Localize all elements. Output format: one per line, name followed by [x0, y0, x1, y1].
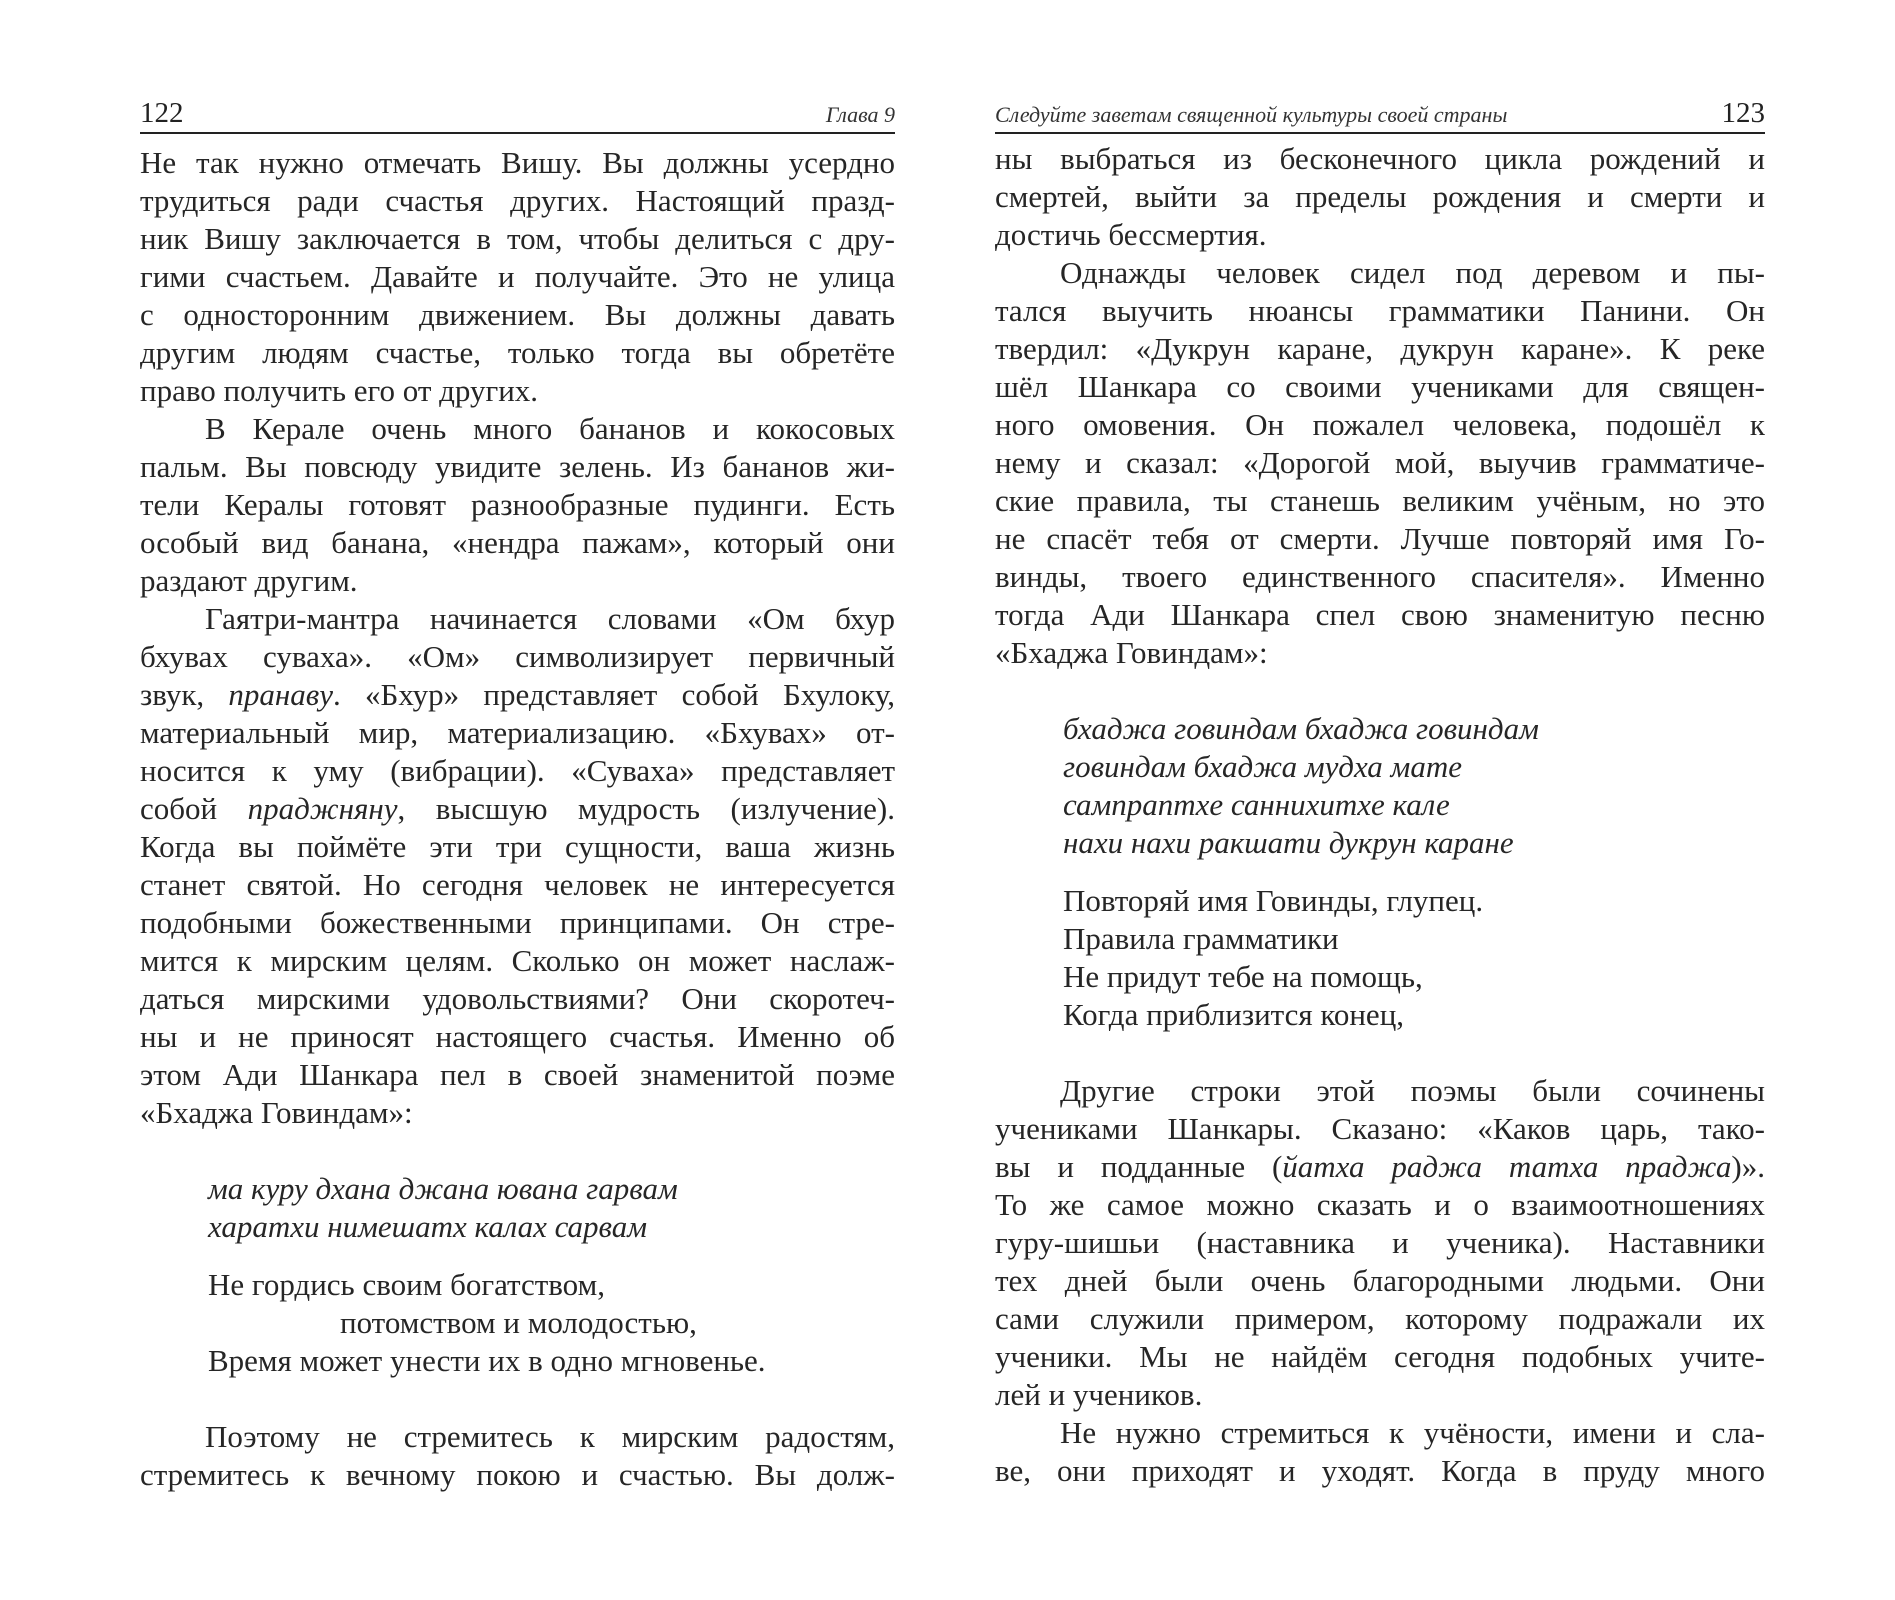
text-line: Однажды человек сидел под деревом и пы- [1060, 255, 1765, 290]
italic-term: йатха раджа татха праджа [1282, 1149, 1732, 1184]
text-line: не спасёт тебя от смерти. Лучше повторяй имя Го- [995, 521, 1765, 556]
text-line: особый вид банана, «нендра пажам», который они [140, 525, 895, 560]
text-line: нему и сказал: «Дорогой мой, выучив грамматиче- [995, 445, 1765, 480]
left-running-header: Глава 9 [825, 102, 895, 127]
text-line: даться мирскими удовольствиями? Они скоротеч- [140, 981, 895, 1016]
text-line: Не так нужно отмечать Вишу. Вы должны усердно [140, 145, 895, 180]
text-span: )». [1731, 1149, 1765, 1184]
spacer [140, 1380, 895, 1418]
verse-line: харатхи нимешатх калах сарвам [208, 1209, 648, 1244]
text-line: ного омовения. Он пожалел человека, подошёл к [995, 407, 1765, 442]
left-page-header [140, 96, 895, 134]
text-line: твердил: «Дукрун каране, дукрун каране». К реке [995, 331, 1765, 366]
right-page-number: 123 [1721, 97, 1765, 129]
text-line: Поэтому не стремитесь к мирским радостям, [205, 1419, 895, 1454]
text-span: вы и подданные ( [995, 1149, 1283, 1184]
text-line: тался выучить нюансы грамматики Панини. Он [995, 293, 1765, 328]
left-page-number: 122 [140, 97, 184, 129]
text-line: бхувах суваха». «Ом» символизирует первичный [140, 639, 895, 674]
text-line: ник Вишу заключается в том, чтобы делиться с дру- [140, 221, 895, 256]
italic-term: праджняну [247, 791, 398, 826]
text-line: сами служили примером, которому подражали их [995, 1301, 1765, 1336]
text-line: винды, твоего единственного спасителя». Именно [995, 559, 1765, 594]
verse-line: нахи нахи ракшати дукрун каране [1063, 825, 1514, 860]
text-line: Другие строки этой поэмы были сочинены [1060, 1073, 1765, 1108]
text-line: гими счастьем. Давайте и получайте. Это не улица [140, 259, 895, 294]
text-line: Когда вы поймёте эти три сущности, ваша жизнь [140, 829, 895, 864]
verse-line: бхаджа говиндам бхаджа говиндам [1063, 711, 1539, 746]
text-line: тех дней были очень благородными людьми. Они [995, 1263, 1765, 1298]
spacer [995, 1034, 1765, 1072]
text-line: раздают другим. [140, 563, 358, 598]
text-line: Не нужно стремиться к учёности, имени и сла- [1060, 1415, 1765, 1450]
left-page [140, 96, 895, 1494]
right-page [995, 96, 1765, 1490]
text-line: станет святой. Но сегодня человек не интересуется [140, 867, 895, 902]
text-line: учениками Шанкары. Сказано: «Каков царь, тако- [995, 1111, 1765, 1146]
right-running-header: Следуйте заветам священной культуры своей страны [995, 102, 1508, 127]
text-line: Гаятри-мантра начинается словами «Ом бхур [205, 601, 895, 636]
text-line: ученики. Мы не найдём сегодня подобных учите- [995, 1339, 1765, 1374]
text-line: материальный мир, материализацию. «Бхувах» от- [140, 715, 895, 750]
text-span: собой [140, 791, 248, 826]
italic-term: пранаву [228, 677, 334, 712]
text-line: ве, они приходят и уходят. Когда в пруду много [995, 1453, 1765, 1488]
text-line: шёл Шанкара со своими учениками для священ- [995, 369, 1765, 404]
text-line: лей и учеников. [995, 1377, 1203, 1412]
translation-line: Правила грамматики [1063, 921, 1339, 956]
translation-line: Не придут тебе на помощь, [1063, 959, 1423, 994]
right-page-header [995, 96, 1765, 134]
verse-line: ма куру дхана джана ювана гарвам [208, 1171, 678, 1206]
verse-line: говиндам бхаджа мудха мате [1063, 749, 1462, 784]
spacer [995, 862, 1765, 882]
text-line: гуру-шишьи (наставника и ученика). Наставники [995, 1225, 1765, 1260]
text-line: с односторонним движением. Вы должны давать [140, 297, 895, 332]
text-line: В Керале очень много бананов и кокосовых [205, 411, 895, 446]
spacer [140, 1132, 895, 1170]
text-line: этом Ади Шанкара пел в своей знаменитой поэме [140, 1057, 895, 1092]
text-span: . «Бхур» представляет собой Бхулоку, [333, 677, 895, 712]
verse-line: сампраптхе саннихитхе кале [1063, 787, 1450, 822]
text-line: носится к уму (вибрации). «Суваха» представляет [140, 753, 895, 788]
translation-line: Когда приблизится конец, [1063, 997, 1405, 1032]
text-span: , высшую мудрость (излучение). [397, 791, 896, 826]
text-line: пальм. Вы повсюду увидите зелень. Из бананов жи- [140, 449, 895, 484]
text-line: ские правила, ты станешь великим учёным, но это [995, 483, 1765, 518]
text-line: другим людям счастье, только тогда вы обретёте [140, 335, 895, 370]
text-line [140, 676, 895, 714]
text-line: смертей, выйти за пределы рождения и смерти и [995, 179, 1765, 214]
translation-line: Повторяй имя Говинды, глупец. [1063, 883, 1484, 918]
right-body-text [995, 140, 1765, 1490]
text-line: подобными божественными принципами. Он стре- [140, 905, 895, 940]
translation-line: Время может унести их в одно мгновенье. [208, 1343, 766, 1378]
spacer [140, 1246, 895, 1266]
text-line: тогда Ади Шанкара спел свою знаменитую песню [995, 597, 1765, 632]
text-line: «Бхаджа Говиндам»: [995, 635, 1268, 670]
translation-line: Не гордись своим богатством, [208, 1267, 605, 1302]
text-line [995, 1148, 1765, 1186]
left-body-text [140, 144, 895, 1494]
text-line: трудиться ради счастья других. Настоящий празд- [140, 183, 895, 218]
text-line: ны выбраться из бесконечного цикла рождений и [995, 141, 1765, 176]
text-span: звук, [140, 677, 229, 712]
text-line: тели Кералы готовят разнообразные пудинги. Есть [140, 487, 895, 522]
text-line: То же самое можно сказать и о взаимоотношениях [995, 1187, 1765, 1222]
text-line: право получить его от других. [140, 373, 539, 408]
text-line: ны и не приносят настоящего счастья. Именно об [140, 1019, 895, 1054]
text-line: стремитесь к вечному покою и счастью. Вы долж- [140, 1457, 895, 1492]
text-line [140, 790, 895, 828]
translation-line: потомством и молодостью, [340, 1305, 697, 1340]
text-line: «Бхаджа Говиндам»: [140, 1095, 413, 1130]
text-line: мится к мирским целям. Сколько он может наслаж- [140, 943, 895, 978]
spacer [995, 672, 1765, 710]
text-line: достичь бессмертия. [995, 217, 1267, 252]
